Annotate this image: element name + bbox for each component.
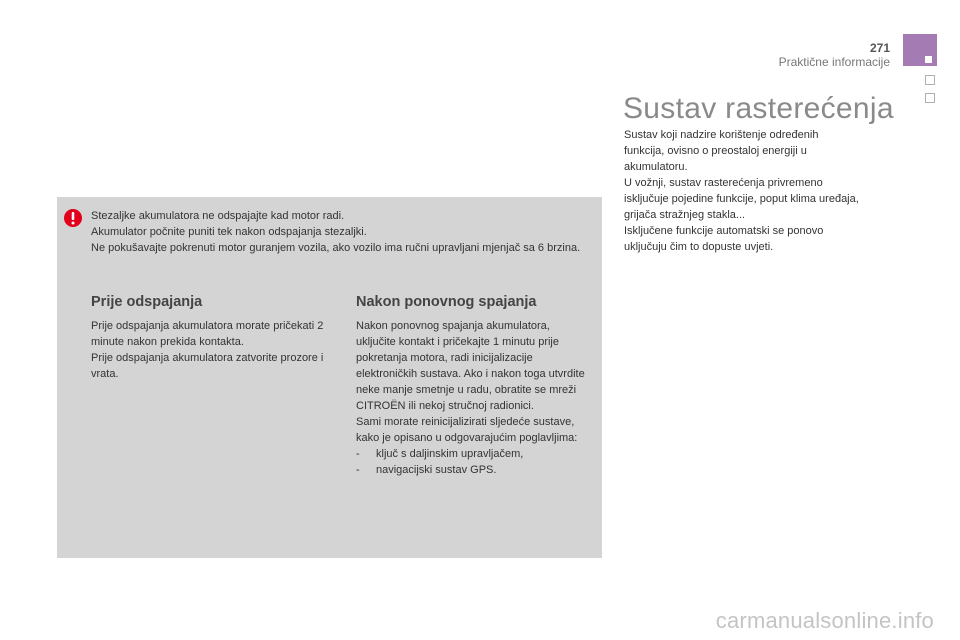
- list-item-text: navigacijski sustav GPS.: [376, 464, 497, 476]
- warning-line: Stezaljke akumulatora ne odspajajte kad motor radi.: [91, 210, 345, 222]
- intro-paragraph: Sustav koji nadzire korištenje određenih funkcija, ovisno o preostaloj energiji u akumulatoru.: [624, 129, 819, 173]
- list-item: [356, 446, 592, 462]
- intro-paragraph: U vožnji, sustav rasterećenja privremeno isključuje pojedine funkcije, poput klima uređaja, grijača stražnjeg stakla...: [624, 177, 859, 221]
- list-marker: -: [356, 448, 360, 460]
- intro-text: [624, 127, 859, 255]
- reinit-list: [356, 446, 592, 478]
- chapter-tab-square[interactable]: [925, 93, 935, 103]
- warning-icon: [63, 208, 83, 228]
- paragraph: Prije odspajanja akumulatora morate pričekati 2 minute nakon prekida kontakta.: [91, 320, 324, 348]
- warning-text: [91, 208, 596, 256]
- section-name: Praktične informacije: [778, 55, 890, 69]
- paragraph: Sami morate reinicijalizirati sljedeće sustave, kako je opisano u odgovarajućim poglavljima:: [356, 416, 578, 444]
- warning-line: Akumulator počnite puniti tek nakon odspajanja stezaljki.: [91, 226, 367, 238]
- section-body-after: [356, 318, 592, 478]
- watermark: carmanualsonline.info: [715, 608, 934, 633]
- paragraph: Nakon ponovnog spajanja akumulatora, uključite kontakt i pričekajte 1 minutu prije pokretanja motora, radi inicijalizacije elektroničkih sustava. Ako i nakon toga utvrdite neke manje smetnje u radu, obratite se mreži CITROËN ili nekoj stručnoj radionici.: [356, 320, 585, 412]
- warning-line: Ne pokušavajte pokrenuti motor guranjem vozila, ako vozilo ima ručni upravljani mjenjač sa 6 brzina.: [91, 242, 581, 254]
- page-title: Sustav rasterećenja: [623, 92, 894, 125]
- page-number: 271: [869, 41, 890, 55]
- chapter-tab-marker: [925, 56, 932, 63]
- list-item-text: ključ s daljinskim upravljačem,: [376, 448, 524, 460]
- list-item: [356, 462, 592, 478]
- section-heading-before: Prije odspajanja: [91, 294, 203, 310]
- chapter-tab-square[interactable]: [925, 75, 935, 85]
- section-heading-after: Nakon ponovnog spajanja: [356, 294, 537, 310]
- section-body-before: [91, 318, 331, 382]
- paragraph: Prije odspajanja akumulatora zatvorite prozore i vrata.: [91, 352, 324, 380]
- intro-paragraph: Isključene funkcije automatski se ponovo uključuju čim to dopuste uvjeti.: [624, 225, 824, 253]
- list-marker: -: [356, 464, 360, 476]
